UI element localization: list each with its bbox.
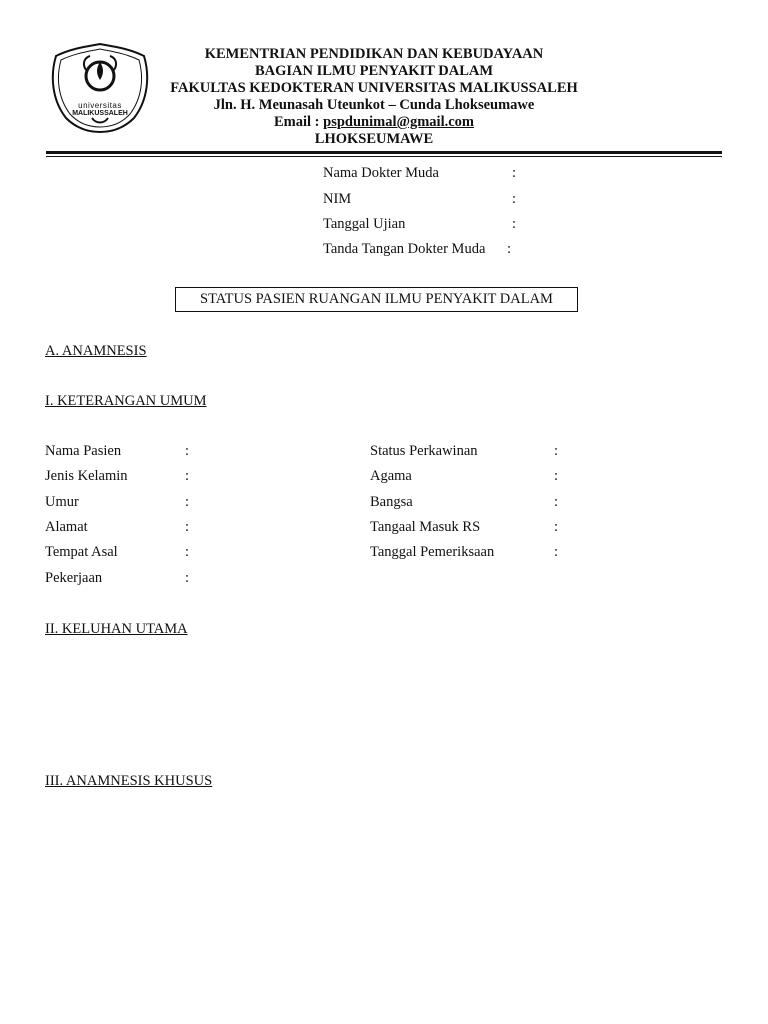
email-label: Email : xyxy=(273,114,324,130)
section-anamnesis: A. ANAMNESIS xyxy=(45,343,147,359)
label-status-perkawinan: Status Perkawinan xyxy=(370,443,478,459)
label-tanda-tangan: Tanda Tangan Dokter Muda xyxy=(323,241,486,257)
colon: : xyxy=(554,443,559,459)
label-nama-pasien: Nama Pasien xyxy=(45,443,122,459)
university-logo xyxy=(46,40,154,134)
university-seal-icon xyxy=(46,40,154,134)
colon: : xyxy=(554,544,559,560)
colon: : xyxy=(554,494,559,510)
header-faculty: FAKULTAS KEDOKTERAN UNIVERSITAS MALIKUSSALEH xyxy=(170,80,578,96)
colon: : xyxy=(554,468,559,484)
header-rule-thick xyxy=(46,151,722,154)
section-anamnesis-khusus: III. ANAMNESIS KHUSUS xyxy=(45,773,213,789)
colon: : xyxy=(185,544,190,560)
label-tempat-asal: Tempat Asal xyxy=(45,544,118,560)
colon: : xyxy=(185,570,190,586)
label-jenis-kelamin: Jenis Kelamin xyxy=(45,468,128,484)
label-pekerjaan: Pekerjaan xyxy=(45,570,103,586)
form-title: STATUS PASIEN RUANGAN ILMU PENYAKIT DALAM xyxy=(175,287,578,312)
label-nama-dokter-muda: Nama Dokter Muda xyxy=(323,165,439,181)
section-keterangan-umum: I. KETERANGAN UMUM xyxy=(45,393,207,409)
label-umur: Umur xyxy=(45,494,79,510)
header-email xyxy=(150,114,598,131)
logo-text-malikussaleh: MALIKUSSALEH xyxy=(72,110,128,117)
label-bangsa: Bangsa xyxy=(370,494,413,510)
colon: : xyxy=(512,165,517,181)
email-link[interactable]: pspdunimal@gmail.com xyxy=(323,114,474,130)
colon: : xyxy=(185,519,190,535)
logo-text-universitas: universitas xyxy=(78,101,122,110)
section-keluhan-utama: II. KELUHAN UTAMA xyxy=(45,621,188,637)
label-tanggal-pemeriksaan: Tanggal Pemeriksaan xyxy=(370,544,495,560)
colon: : xyxy=(512,216,517,232)
colon: : xyxy=(185,494,190,510)
header-city: LHOKSEUMAWE xyxy=(314,131,434,147)
label-nim: NIM xyxy=(323,191,352,207)
colon: : xyxy=(185,443,190,459)
label-alamat: Alamat xyxy=(45,519,88,535)
colon: : xyxy=(554,519,559,535)
colon: : xyxy=(185,468,190,484)
header-address: Jln. H. Meunasah Uteunkot – Cunda Lhokseumawe xyxy=(213,97,535,113)
header-rule-thin xyxy=(46,156,722,157)
header-ministry: KEMENTRIAN PENDIDIKAN DAN KEBUDAYAAN xyxy=(204,46,544,62)
letterhead xyxy=(150,46,598,148)
label-agama: Agama xyxy=(370,468,412,484)
colon: : xyxy=(512,191,517,207)
header-department: BAGIAN ILMU PENYAKIT DALAM xyxy=(254,63,494,79)
label-tanggal-ujian: Tanggal Ujian xyxy=(323,216,406,232)
label-tanggal-masuk-rs: Tangaal Masuk RS xyxy=(370,519,481,535)
colon: : xyxy=(507,241,512,257)
